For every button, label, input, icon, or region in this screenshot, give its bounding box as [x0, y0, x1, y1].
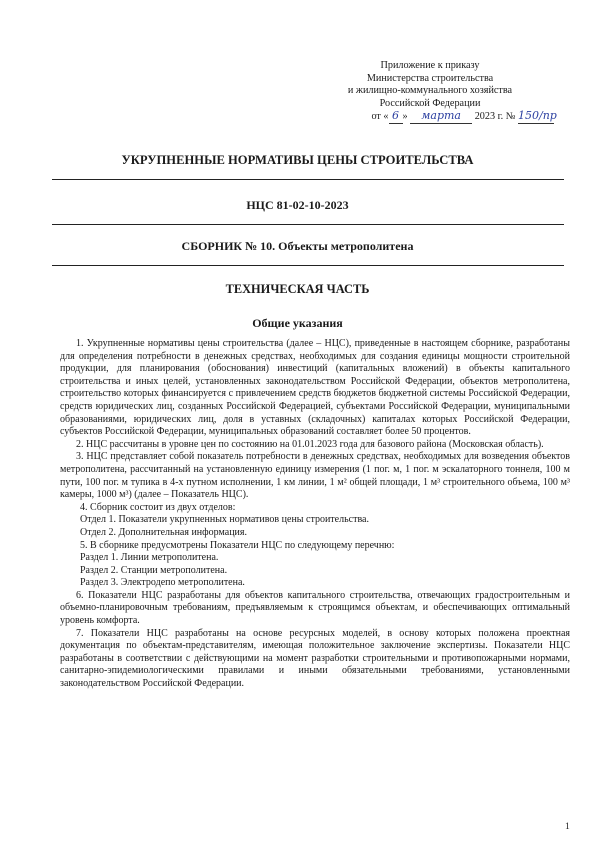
date-year: 2023 г. № [474, 111, 516, 123]
approval-line-3: и жилищно-коммунального хозяйства [347, 85, 513, 97]
approval-line-4: Российской Федерации [379, 97, 481, 109]
paragraph-3: 3. НЦС представляет собой показатель потребности в денежных средствах, необходимых для возведения объектов метрополитена, рассчитанный на установленную единицу измерения (1 пог. м, 1 пог. м эскалаторного тоннеля, 100 м пути, 100 пог. м тупика в 4-х путном исполнении, 1 км линии, 1 м² общей площади, 1 м³ строительного объема, 100 м³ камеры, 1000 м³) (далее – Показатель НЦС). [60, 451, 570, 501]
approval-line-2: Министерства строительства [366, 72, 494, 84]
approval-date-line [300, 110, 560, 124]
paragraph-6: 6. Показатели НЦС разработаны для объектов капитального строительства, отвечающих градостроительным и объемно-планировочным требованиям, предъявляемым к строящимся объектам, и обеспечивающих оптимальный уровень комфорта. [60, 589, 570, 627]
divider [52, 265, 564, 266]
section-heading: ТЕХНИЧЕСКАЯ ЧАСТЬ [225, 282, 370, 296]
document-body [60, 338, 570, 691]
paragraph-5-item-1: Раздел 1. Линии метрополитена. [80, 552, 219, 564]
date-prefix: от « [371, 111, 389, 123]
paragraph-5-item-3: Раздел 3. Электродепо метрополитена. [80, 577, 245, 589]
handwritten-month: марта [410, 110, 472, 124]
approval-block [300, 60, 560, 124]
divider [52, 224, 564, 225]
handwritten-number: 150/пр [518, 109, 557, 123]
date-mid: » [402, 111, 408, 123]
subsection-heading: Общие указания [252, 316, 343, 330]
paragraph-7: 7. Показатели НЦС разработаны на основе ресурсных моделей, в основу которых положена проектная документация по объектам-представителям, имеющая положительное заключение экспертизы. Показатели НЦС разработаны в соответствии с действующими на момент разработки строительными и противопожарными нормами, санитарно-эпидемиологическими правилами и иными обязательными требованиями, установленными законодательством Российской Федерации. [60, 627, 570, 690]
paragraph-1: 1. Укрупненные нормативы цены строительства (далее – НЦС), приведенные в настоящем сборнике, разработаны для определения потребности в денежных средствах, необходимых для создания единицы мощности строительной продукции, для планирования (обоснования) инвестиций (капитальных вложений) в объекты капитального строительства и иных целей, установленных законодательством Российской Федерации, объектов метрополитена, строительство которых финансируется с привлечением средств бюджетов бюджетной системы Российской Федерации, средств юридических лиц, созданных Российской Федерацией, субъектами Российской Федерации, муниципальными образованиями, юридических лиц, доля в уставных (складочных) капиталах которых Российской Федерации, субъектов Российской Федерации, муниципальных образований составляет более 50 процентов. [60, 338, 570, 438]
collection-title: СБОРНИК № 10. Объекты метрополитена [181, 239, 414, 253]
paragraph-4: 4. Сборник состоит из двух отделов: [80, 501, 236, 513]
paragraph-5: 5. В сборнике предусмотрены Показатели НЦС по следующему перечню: [80, 539, 395, 551]
paragraph-5-item-2: Раздел 2. Станции метрополитена. [80, 564, 228, 576]
divider [52, 179, 564, 180]
document-title: УКРУПНЕННЫЕ НОРМАТИВЫ ЦЕНЫ СТРОИТЕЛЬСТВА [121, 153, 474, 167]
paragraph-4-item-1: Отдел 1. Показатели укрупненных нормативов цены строительства. [80, 514, 369, 526]
approval-line-1: Приложение к приказу [380, 60, 480, 71]
handwritten-day: 6 [389, 110, 403, 124]
paragraph-2: 2. НЦС рассчитаны в уровне цен по состоянию на 01.01.2023 года для базового района (Московская область). [76, 438, 544, 450]
document-code: НЦС 81-02-10-2023 [246, 198, 349, 212]
paragraph-4-item-2: Отдел 2. Дополнительная информация. [80, 526, 247, 538]
page-number: 1 [565, 822, 570, 832]
